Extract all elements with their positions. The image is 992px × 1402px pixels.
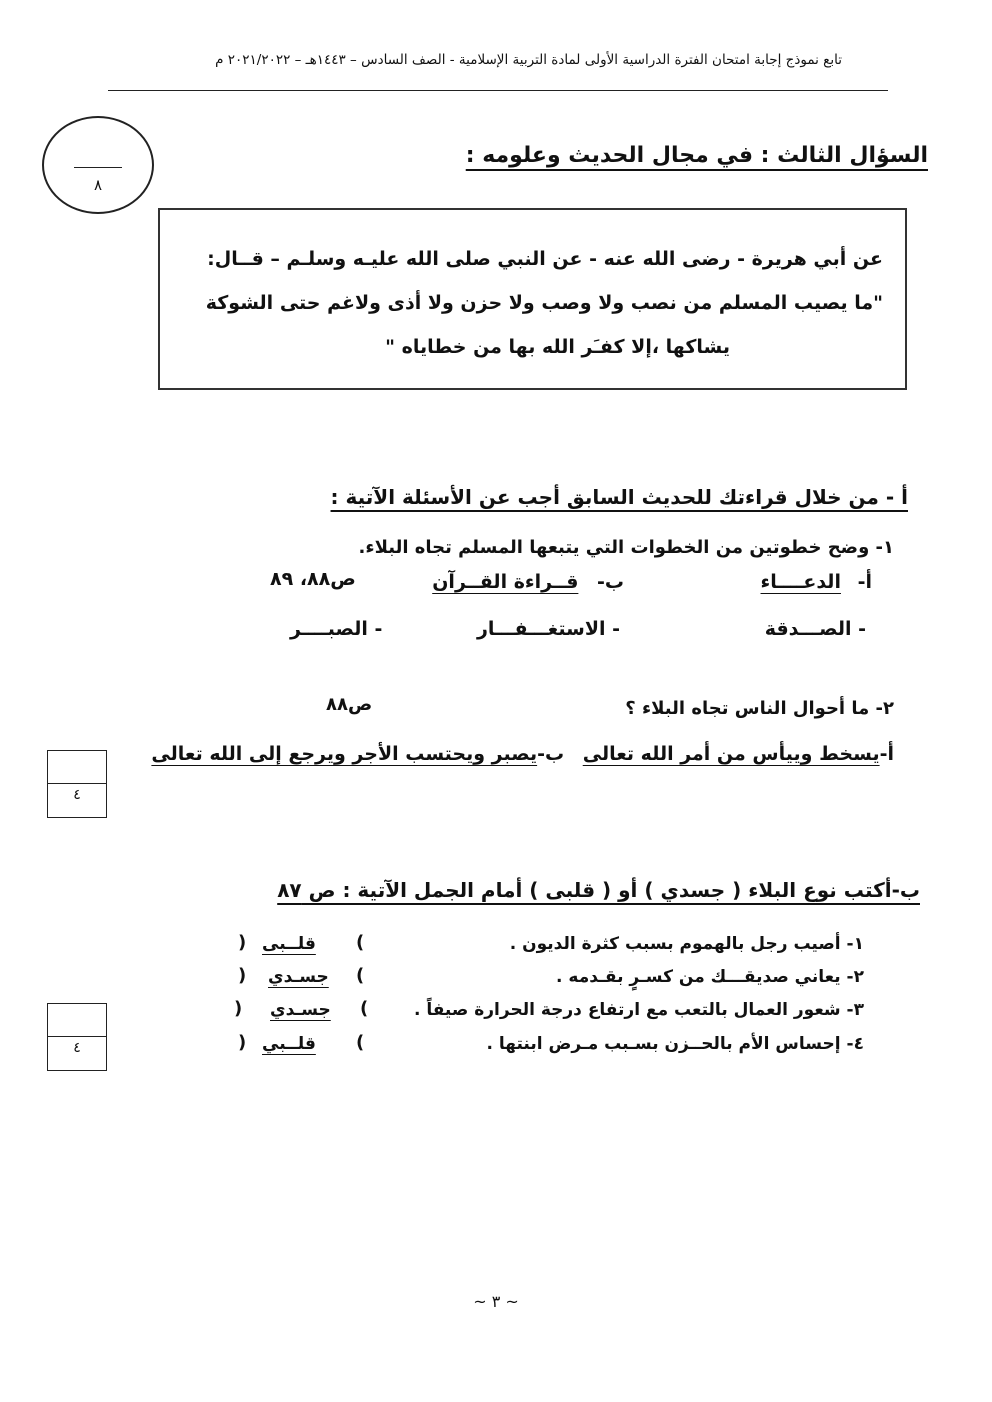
paren-open: ( xyxy=(356,965,365,986)
page-header: تابع نموذج إجابة امتحان الفترة الدراسية الأولى لمادة التربية الإسلامية - الصف السادس – ١٤٤٣هـ – ٢٠٢١/٢٠٢٢ م xyxy=(215,52,842,68)
q2-answer-b: يصبر ويحتسب الأجر ويرجع إلى الله تعالى xyxy=(151,743,538,765)
q1-answer-a-text: الدعــــاء xyxy=(760,571,841,593)
hadith-box xyxy=(158,208,907,390)
q1-answer-a xyxy=(761,571,872,593)
section-b-item-3: ٣- شعور العمال بالتعب مع ارتفاع درجة الحرارة صيفاً . xyxy=(413,1000,864,1020)
paren-close: ) xyxy=(238,1032,247,1053)
header-divider xyxy=(108,90,888,91)
total-score: ٨ xyxy=(93,176,103,194)
q2-answer-a-prefix: أ- xyxy=(879,743,894,765)
paren-open: ( xyxy=(356,1032,365,1053)
paren-close: ) xyxy=(238,965,247,986)
page-number: ~ ٣ ~ xyxy=(473,1292,519,1311)
q1-answer-b xyxy=(432,571,624,593)
paren-open: ( xyxy=(360,998,369,1019)
q1-answer-a-prefix: أ- xyxy=(857,571,872,593)
section-a-score: ٤ xyxy=(73,787,81,803)
section-b-item-4: ٤- إحساس الأم بالحــزن بسـبب مـرض ابنتها . xyxy=(486,1034,864,1054)
q2-text: ٢- ما أحوال الناس تجاه البلاء ؟ xyxy=(625,698,894,719)
q1-alt-1: - الصـــدقة xyxy=(764,618,866,640)
score-fraction-bar xyxy=(74,167,122,168)
section-b-answer-1: قلــبى xyxy=(262,934,316,954)
section-a-score-box xyxy=(47,750,107,818)
score-box-divider xyxy=(48,783,106,784)
section-b-answer-2: جسـدي xyxy=(268,967,329,987)
section-b-answer-3: جسـدي xyxy=(270,1000,331,1020)
section-a-title: أ - من خلال قراءتك للحديث السابق أجب عن الأسئلة الآتية : xyxy=(330,485,908,509)
section-b-answer-4: قلــبي xyxy=(262,1034,316,1054)
section-b-item-2: ٢- يعاني صديقـــك من كسـرٍ بقـدمه . xyxy=(556,967,864,987)
q1-answer-b-prefix: ب- xyxy=(597,571,624,593)
total-score-circle xyxy=(42,116,154,214)
question-title: السؤال الثالث : في مجال الحديث وعلومه : xyxy=(465,143,928,168)
q1-alt-3: - الصبــــر xyxy=(290,618,383,640)
q2-answers xyxy=(151,743,894,765)
section-b-item-1: ١- أصيب رجل بالهموم بسبب كثرة الديون . xyxy=(509,934,864,954)
section-b-score: ٤ xyxy=(73,1040,81,1056)
hadith-line-1: عن أبي هريرة - رضى الله عنه - عن النبي صلى الله عليـه وسلـم – قــال: xyxy=(207,248,883,270)
hadith-line-2: "ما يصيب المسلم من نصب ولا وصب ولا حزن ولا أذى ولاغم حتى الشوكة xyxy=(205,292,883,314)
q2-page-ref: ص٨٨ xyxy=(326,694,373,715)
paren-open: ( xyxy=(356,932,365,953)
paren-close: ) xyxy=(234,998,243,1019)
paren-close: ) xyxy=(238,932,247,953)
hadith-line-3: يشاكها ،إلا كفـَر الله بها من خطاياه " xyxy=(385,336,730,358)
q1-alt-2: - الاستغـــفـــار xyxy=(476,618,620,640)
section-b-score-box xyxy=(47,1003,107,1071)
q1-text: ١- وضح خطوتين من الخطوات التي يتبعها المسلم تجاه البلاء. xyxy=(358,537,894,558)
q1-page-ref: ص٨٨، ٨٩ xyxy=(270,568,356,590)
q2-answer-b-prefix: ب- xyxy=(537,743,565,765)
q1-answer-b-text: قــراءة القــرآن xyxy=(432,571,579,593)
q2-answer-a: يسخط وييأس من أمر الله تعالى xyxy=(582,743,880,765)
section-b-title: ب-أكتب نوع البلاء ( جسدي ) أو ( قلبى ) أمام الجمل الآتية : ص ٨٧ xyxy=(277,878,920,902)
score-box-divider xyxy=(48,1036,106,1037)
